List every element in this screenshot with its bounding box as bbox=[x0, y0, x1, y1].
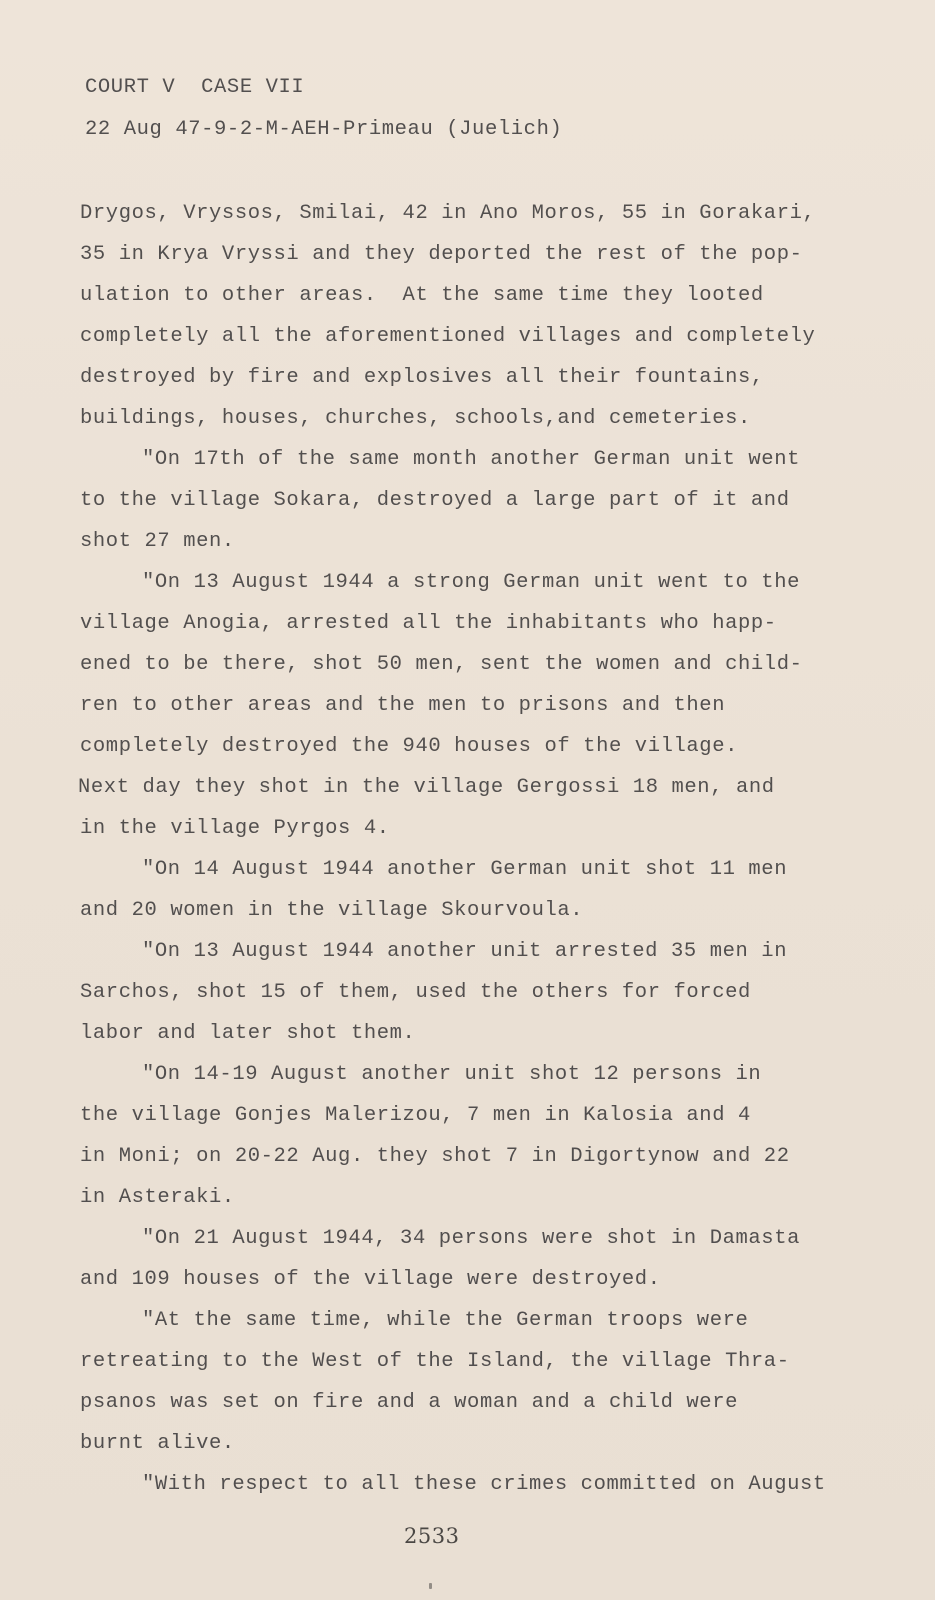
text-line: "On 13 August 1944 a strong German unit went to the bbox=[142, 571, 801, 594]
text-line: shot 27 men. bbox=[80, 530, 235, 553]
page-number: 2533 bbox=[404, 1524, 460, 1548]
text-line: "With respect to all these crimes committed on August bbox=[142, 1473, 826, 1496]
text-line: psanos was set on fire and a woman and a child were bbox=[80, 1391, 739, 1414]
text-line: "On 13 August 1944 another unit arrested 35 men in bbox=[142, 940, 788, 963]
text-line: Sarchos, shot 15 of them, used the others for forced bbox=[80, 981, 751, 1004]
text-line: labor and later shot them. bbox=[80, 1022, 416, 1045]
text-line: completely destroyed the 940 houses of the village. bbox=[80, 735, 739, 758]
text-line: ened to be there, shot 50 men, sent the women and child- bbox=[80, 653, 803, 676]
text-line: village Anogia, arrested all the inhabitants who happ- bbox=[80, 612, 777, 635]
paper-mark bbox=[429, 1583, 432, 1589]
text-line: "On 21 August 1944, 34 persons were shot in Damasta bbox=[142, 1227, 801, 1250]
text-line: "At the same time, while the German troops were bbox=[142, 1309, 749, 1332]
text-line: and 20 women in the village Skourvoula. bbox=[80, 899, 584, 922]
text-line: 35 in Krya Vryssi and they deported the rest of the pop- bbox=[80, 243, 803, 266]
text-line: retreating to the West of the Island, the village Thra- bbox=[80, 1350, 790, 1373]
text-line: the village Gonjes Malerizou, 7 men in Kalosia and 4 bbox=[80, 1104, 751, 1127]
text-line: "On 14-19 August another unit shot 12 persons in bbox=[142, 1063, 762, 1086]
text-line: destroyed by fire and explosives all their fountains, bbox=[80, 366, 764, 389]
court-case-header: COURT V CASE VII bbox=[85, 76, 305, 99]
text-line: Next day they shot in the village Gergossi 18 men, and bbox=[78, 776, 775, 799]
text-line: burnt alive. bbox=[80, 1432, 235, 1455]
text-line: ren to other areas and the men to prisons and then bbox=[80, 694, 726, 717]
text-line: buildings, houses, churches, schools,and cemeteries. bbox=[80, 407, 751, 430]
text-line: in Moni; on 20-22 Aug. they shot 7 in Digortynow and 22 bbox=[80, 1145, 790, 1168]
text-line: in the village Pyrgos 4. bbox=[80, 817, 390, 840]
text-line: to the village Sokara, destroyed a large part of it and bbox=[80, 489, 790, 512]
text-line: ulation to other areas. At the same time they looted bbox=[80, 284, 764, 307]
text-line: in Asteraki. bbox=[80, 1186, 235, 1209]
document-reference: 22 Aug 47-9-2-M-AEH-Primeau (Juelich) bbox=[85, 118, 563, 141]
text-line: completely all the aforementioned villages and completely bbox=[80, 325, 816, 348]
text-line: "On 17th of the same month another German unit went bbox=[142, 448, 801, 471]
text-line: and 109 houses of the village were destroyed. bbox=[80, 1268, 661, 1291]
text-line: "On 14 August 1944 another German unit shot 11 men bbox=[142, 858, 788, 881]
text-line: Drygos, Vryssos, Smilai, 42 in Ano Moros, 55 in Gorakari, bbox=[80, 202, 816, 225]
